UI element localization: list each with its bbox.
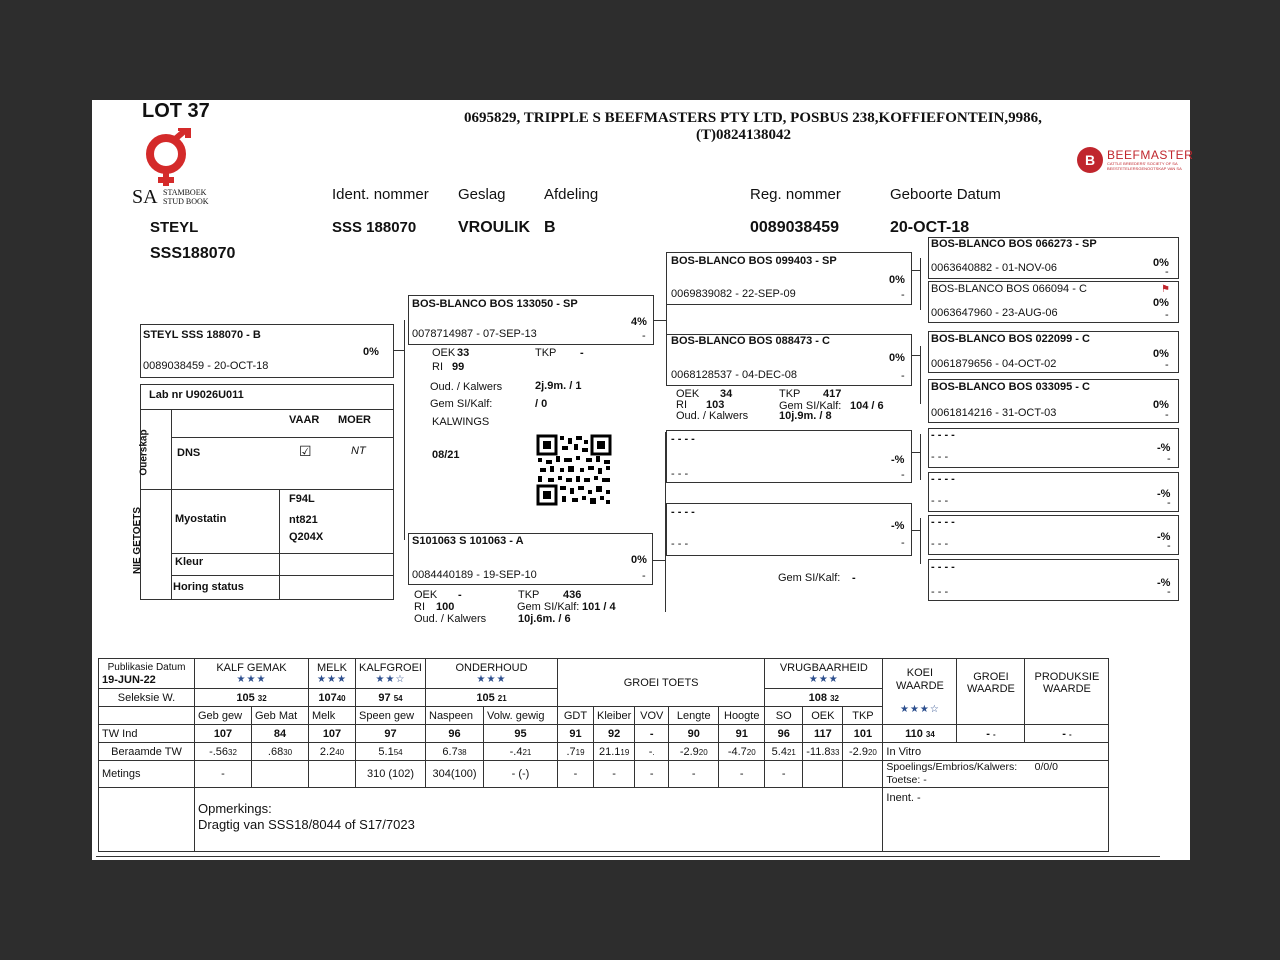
ggp-6-dash: -	[1167, 497, 1171, 509]
met-value-8: -	[635, 761, 669, 788]
ggp-2-dash: -	[1165, 309, 1169, 321]
spoelings-label: Spoelings/Embrios/Kalwers:	[886, 761, 1018, 773]
dam-reg: 0084440189 - 19-SEP-10	[412, 569, 537, 581]
kalfgroei-label: KALFGROEI	[359, 661, 422, 674]
sel-kalfgroei: 97 54	[356, 689, 426, 707]
kalfgroei-header	[356, 659, 426, 689]
tw-value-3: 97	[356, 725, 426, 743]
col-header-3: Speen gew	[356, 707, 426, 725]
met-value-4: 304(100)	[426, 761, 484, 788]
gp-dd-title: - - - -	[671, 506, 695, 518]
btw-value-4: 6.738	[426, 743, 484, 761]
ggp-5-pct: -%	[1157, 442, 1171, 454]
btw-value-5: -.421	[484, 743, 558, 761]
cols-spacer	[99, 707, 195, 725]
btw-value-10: -4.720	[719, 743, 765, 761]
btw-label: Beraamde TW	[99, 743, 195, 761]
sel-onderhoud: 105 21	[426, 689, 558, 707]
sel-kalf-gemak: 105 32	[195, 689, 309, 707]
col-header-13: TKP	[843, 707, 883, 725]
btw-value-7: 21.119	[594, 743, 635, 761]
breeder-line-1: 0695829, TRIPPLE S BEEFMASTERS PTY LTD, POSBUS 238,KOFFIEFONTEIN,9986,	[464, 110, 1042, 126]
ggp-7-box	[928, 515, 1179, 555]
dam-box	[408, 533, 653, 585]
opmerkings-cell	[195, 788, 883, 852]
col-header-11: SO	[765, 707, 803, 725]
sire-dash: -	[642, 330, 646, 342]
kalf-gemak-label: KALF GEMAK	[216, 661, 287, 674]
ggp-5-box	[928, 428, 1179, 468]
tw-value-11: 96	[765, 725, 803, 743]
koei-waarde-label: KOEI WAARDE	[895, 667, 944, 692]
animal-dob: 20-OCT-18	[890, 219, 970, 236]
btw-value-8: -.	[635, 743, 669, 761]
sire-tkp: -	[580, 347, 584, 359]
dam-ri: 100	[436, 601, 455, 613]
myo-f94l: F94L	[289, 493, 315, 505]
met-value-7: -	[594, 761, 635, 788]
ggp-2-title: BOS-BLANCO BOS 066094 - C	[931, 283, 1087, 295]
dam-side-gem: -	[852, 572, 856, 584]
animal-name: STEYL	[150, 219, 199, 236]
dam-tkp: 436	[563, 589, 582, 601]
ggp-4-reg: 0061814216 - 31-OCT-03	[931, 407, 1057, 419]
ggp-6-reg: - - -	[931, 495, 949, 507]
lab-vaar: VAAR	[289, 414, 320, 426]
gp-sd-pct: 0%	[889, 352, 905, 364]
sire-reg: 0078714987 - 07-SEP-13	[412, 328, 537, 340]
col-ident: Ident. nommer	[332, 186, 429, 203]
lab-ouerskap: Ouerskap	[138, 429, 150, 476]
tw-value-0: 107	[195, 725, 252, 743]
gd-oud-label: Oud. / Kalwers	[676, 410, 749, 422]
produksie-waarde-header: PRODUKSIE WAARDE	[1025, 659, 1109, 725]
dam-oud: 10j.6m. / 6	[518, 613, 571, 625]
gd-tkp: 417	[823, 388, 842, 400]
ggp-1-title: BOS-BLANCO BOS 066273 - SP	[931, 238, 1097, 250]
beefmaster-sub1: CATTLE BREEDERS' SOCIETY OF SA	[1107, 161, 1178, 166]
gp-sd-dash: -	[901, 370, 905, 382]
sire-gem: / 0	[535, 398, 548, 410]
lab-dns: DNS	[177, 447, 201, 459]
logo-sa: SA	[132, 186, 158, 208]
beefmaster-sub2: BEESTETELERSGENOOTSKAP VAN SA	[1107, 166, 1182, 171]
toetse-text: Toetse: -	[886, 774, 927, 786]
btw-value-9: -2.920	[669, 743, 719, 761]
dns-checkbox-icon: ☑	[299, 443, 312, 459]
koei-stars-icon: ★★★☆	[899, 704, 940, 715]
animal-geslag: VROULIK	[458, 219, 530, 236]
lab-number: Lab nr U9026U011	[149, 389, 244, 401]
seleksie-label: Seleksie W.	[99, 689, 195, 707]
gp-dam-dam-box	[666, 503, 912, 556]
gd-gem-label: Gem SI/Kalf:	[779, 400, 842, 412]
btw-value-0: -.5632	[195, 743, 252, 761]
dam-gem: 101 / 4	[582, 601, 616, 613]
beefmaster-logo-icon	[1076, 146, 1104, 174]
col-header-1: Geb Mat	[252, 707, 309, 725]
met-value-5: - (-)	[484, 761, 558, 788]
pub-header	[99, 659, 195, 689]
col-reg: Reg. nommer	[750, 186, 841, 203]
tw-value-8: -	[635, 725, 669, 743]
ggp-6-box	[928, 472, 1179, 512]
sire-pct: 4%	[631, 316, 647, 328]
gd-oek: 34	[720, 388, 733, 400]
met-value-9: -	[669, 761, 719, 788]
col-afdeling: Afdeling	[544, 186, 599, 203]
ggp-4-title: BOS-BLANCO BOS 033095 - C	[931, 381, 1090, 393]
gd-oek-label: OEK	[676, 388, 700, 400]
pub-date: 19-JUN-22	[102, 673, 156, 686]
gp-dd-pct: -%	[891, 520, 905, 532]
dam-gem-label: Gem SI/Kalf:	[517, 601, 580, 613]
sire-oud-label: Oud. / Kalwers	[430, 381, 503, 393]
gp-sire-sire-box	[666, 252, 912, 305]
dam-side-gem-label: Gem SI/Kalf:	[778, 572, 841, 584]
gp-ss-reg: 0069839082 - 22-SEP-09	[671, 288, 796, 300]
ggp-3-pct: 0%	[1153, 348, 1169, 360]
btw-value-6: .719	[558, 743, 594, 761]
ggp-6-pct: -%	[1157, 488, 1171, 500]
gp-ds-title: - - - -	[671, 433, 695, 445]
myo-nt821: nt821	[289, 514, 318, 526]
gp-sd-title: BOS-BLANCO BOS 088473 - C	[671, 335, 830, 347]
met-label: Metings	[99, 761, 195, 788]
met-value-1	[252, 761, 309, 788]
performance-table	[98, 658, 1109, 852]
gd-gem: 104 / 6	[850, 400, 884, 412]
btw-value-13: -2.920	[843, 743, 883, 761]
vrugbaarheid-header	[765, 659, 883, 689]
melk-stars-icon: ★★★	[317, 673, 347, 685]
col-header-6: GDT	[558, 707, 594, 725]
ggp-4-pct: 0%	[1153, 399, 1169, 411]
groei-waarde-value: - -	[957, 725, 1025, 743]
btw-value-3: 5.154	[356, 743, 426, 761]
tw-value-10: 91	[719, 725, 765, 743]
col-header-4: Naspeen	[426, 707, 484, 725]
vrugbaarheid-stars-icon: ★★★	[808, 673, 839, 685]
sel-melk: 10740	[309, 689, 356, 707]
dam-oek-label: OEK	[414, 589, 438, 601]
col-dob: Geboorte Datum	[890, 186, 1001, 203]
sire-tkp-label: TKP	[535, 347, 557, 359]
met-value-6: -	[558, 761, 594, 788]
inent-text: Inent. -	[886, 792, 921, 804]
ggp-7-reg: - - -	[931, 538, 949, 550]
ggp-1-pct: 0%	[1153, 257, 1169, 269]
dam-ri-label: RI	[414, 601, 425, 613]
dam-tkp-label: TKP	[518, 589, 540, 601]
gp-ds-pct: -%	[891, 454, 905, 466]
animal-ident: SSS 188070	[332, 219, 417, 236]
studbook-logo-icon	[142, 128, 196, 188]
btw-value-12: -11.833	[803, 743, 843, 761]
sire-ri: 99	[452, 361, 465, 373]
col-header-2: Melk	[309, 707, 356, 725]
gp-dd-reg: - - -	[671, 538, 689, 550]
lab-myostatin: Myostatin	[175, 513, 227, 525]
ggp-8-dash: -	[1167, 586, 1171, 598]
met-value-0: -	[195, 761, 252, 788]
sire-kalwings: KALWINGS	[432, 416, 490, 428]
col-header-9: Lengte	[669, 707, 719, 725]
col-header-7: Kleiber	[594, 707, 635, 725]
gd-ri-label: RI	[676, 399, 687, 411]
ggp-2-pct: 0%	[1153, 297, 1169, 309]
ggp-8-reg: - - -	[931, 586, 949, 598]
ggp-7-dash: -	[1167, 540, 1171, 552]
dam-oud-label: Oud. / Kalwers	[414, 613, 487, 625]
tw-value-6: 91	[558, 725, 594, 743]
breeder-line-2: (T)0824138042	[696, 127, 791, 143]
gd-tkp-label: TKP	[779, 388, 801, 400]
sire-title: BOS-BLANCO BOS 133050 - SP	[412, 298, 578, 310]
ggp-5-title: - - - -	[931, 429, 955, 441]
lab-nie-getoets: NIE GETOETS	[132, 506, 144, 575]
ggp-3-dash: -	[1165, 359, 1169, 371]
met-value-10: -	[719, 761, 765, 788]
animal-box-pct: 0%	[363, 346, 379, 358]
ggp-1-reg: 0063640882 - 01-NOV-06	[931, 262, 1057, 274]
ggp-3-box	[928, 331, 1179, 373]
gp-ss-title: BOS-BLANCO BOS 099403 - SP	[671, 255, 837, 267]
sire-oek-label: OEK	[432, 347, 456, 359]
met-value-12	[803, 761, 843, 788]
sire-ri-label: RI	[432, 361, 443, 373]
tw-value-12: 117	[803, 725, 843, 743]
melk-header	[309, 659, 356, 689]
groei-waarde-header: GROEI WAARDE	[957, 659, 1025, 725]
met-value-3: 310 (102)	[356, 761, 426, 788]
tw-value-9: 90	[669, 725, 719, 743]
ggp-4-box	[928, 379, 1179, 423]
vrugbaarheid-label: VRUGBAARHEID	[779, 661, 868, 674]
tw-value-2: 107	[309, 725, 356, 743]
inent-cell	[883, 788, 1109, 852]
onderhoud-header	[426, 659, 558, 689]
opmerkings-label: Opmerkings:	[198, 801, 272, 816]
pub-label: Publikasie Datum	[107, 661, 186, 673]
lab-box	[132, 384, 394, 600]
lot-number: LOT 37	[142, 100, 210, 122]
ggp-3-reg: 0061879656 - 04-OCT-02	[931, 358, 1057, 370]
col-header-10: Hoogte	[719, 707, 765, 725]
ggp-4-dash: -	[1165, 409, 1169, 421]
lab-moer: MOER	[338, 414, 371, 426]
lab-kleur: Kleur	[175, 556, 204, 568]
svg-text:B: B	[1084, 152, 1096, 168]
ribbon-icon: ⚑	[1161, 284, 1170, 295]
ggp-8-box	[928, 559, 1179, 601]
col-header-12: OEK	[803, 707, 843, 725]
btw-value-2: 2.240	[309, 743, 356, 761]
col-header-8: VOV	[635, 707, 669, 725]
sire-oud: 2j.9m. / 1	[535, 380, 582, 392]
gd-oud: 10j.9m. / 8	[779, 410, 832, 422]
tw-value-13: 101	[843, 725, 883, 743]
animal-box	[140, 324, 394, 378]
logo-studbook: STUD BOOK	[163, 197, 209, 206]
animal-code: SSS188070	[150, 245, 236, 262]
onderhoud-stars-icon: ★★★	[476, 673, 507, 685]
col-header-0: Geb gew	[195, 707, 252, 725]
gp-ss-dash: -	[901, 289, 905, 301]
opmerkings-text: Dragtig van SSS18/8044 of S17/7023	[198, 817, 415, 832]
gp-ss-pct: 0%	[889, 274, 905, 286]
btw-value-11: 5.421	[765, 743, 803, 761]
qr-code-icon[interactable]	[536, 434, 612, 506]
sire-box	[408, 295, 654, 345]
col-header-5: Volw. gewig	[484, 707, 558, 725]
animal-box-title: STEYL SSS 188070 - B	[143, 329, 261, 341]
gp-ds-reg: - - -	[671, 468, 689, 480]
tw-value-7: 92	[594, 725, 635, 743]
met-value-2	[309, 761, 356, 788]
ggp-5-dash: -	[1167, 453, 1171, 465]
gp-dd-dash: -	[901, 537, 905, 549]
produksie-waarde-value: - -	[1025, 725, 1109, 743]
met-value-13	[843, 761, 883, 788]
tw-value-1: 84	[252, 725, 309, 743]
col-geslag: Geslag	[458, 186, 506, 203]
tw-label: TW Ind	[99, 725, 195, 743]
sire-oek: 33	[457, 347, 470, 359]
ggp-8-title: - - - -	[931, 561, 955, 573]
gp-ds-dash: -	[901, 469, 905, 481]
onderhoud-label: ONDERHOUD	[455, 661, 528, 674]
melk-label: MELK	[317, 661, 347, 674]
dam-pct: 0%	[631, 554, 647, 566]
myo-q204x: Q204X	[289, 531, 324, 543]
gd-ri: 103	[706, 399, 725, 411]
beefmaster-name: BEEFMASTER	[1107, 148, 1194, 162]
ggp-2-reg: 0063647960 - 23-AUG-06	[931, 307, 1058, 319]
pedigree-sheet	[92, 100, 1194, 860]
animal-box-reg: 0089038459 - 20-OCT-18	[143, 360, 269, 372]
ggp-5-reg: - - -	[931, 451, 949, 463]
koei-waarde-value: 110 34	[883, 725, 957, 743]
spoelings-value: 0/0/0	[1034, 761, 1059, 773]
lab-horing: Horing status	[173, 581, 244, 593]
ggp-1-dash: -	[1165, 266, 1169, 278]
met-value-11: -	[765, 761, 803, 788]
ggp-3-title: BOS-BLANCO BOS 022099 - C	[931, 333, 1090, 345]
lab-dns-moer: NT	[351, 445, 366, 457]
kalf-gemak-header	[195, 659, 309, 689]
tw-value-4: 96	[426, 725, 484, 743]
spoelings-cell	[883, 761, 1109, 788]
btw-value-1: .6830	[252, 743, 309, 761]
sire-kalwings-date: 08/21	[432, 449, 460, 461]
gp-sire-dam-box	[666, 334, 912, 386]
ggp-2-box	[928, 281, 1179, 323]
sire-gem-label: Gem SI/Kalf:	[430, 398, 493, 410]
sel-vrugbaarheid: 108 32	[765, 689, 883, 707]
ggp-8-pct: -%	[1157, 577, 1171, 589]
animal-reg: 0089038459	[750, 219, 839, 236]
groei-toets-header: GROEI TOETS	[558, 659, 765, 707]
in-vitro-label: In Vitro	[883, 743, 1109, 761]
opm-spacer	[99, 788, 195, 852]
koei-waarde-header	[883, 659, 957, 725]
dam-title: S101063 S 101063 - A	[412, 535, 524, 547]
gp-sd-reg: 0068128537 - 04-DEC-08	[671, 369, 797, 381]
dam-oek: -	[458, 589, 462, 601]
animal-afdeling: B	[544, 219, 556, 236]
ggp-6-title: - - - -	[931, 473, 955, 485]
kalfgroei-stars-icon: ★★☆	[375, 673, 406, 685]
ggp-7-pct: -%	[1157, 531, 1171, 543]
dam-dash: -	[642, 570, 646, 582]
kalf-gemak-stars-icon: ★★★	[236, 673, 267, 685]
logo-stamboek: STAMBOEK	[163, 188, 207, 197]
gp-dam-sire-box	[666, 430, 912, 483]
ggp-1-box	[928, 237, 1179, 279]
ggp-7-title: - - - -	[931, 516, 955, 528]
tw-value-5: 95	[484, 725, 558, 743]
